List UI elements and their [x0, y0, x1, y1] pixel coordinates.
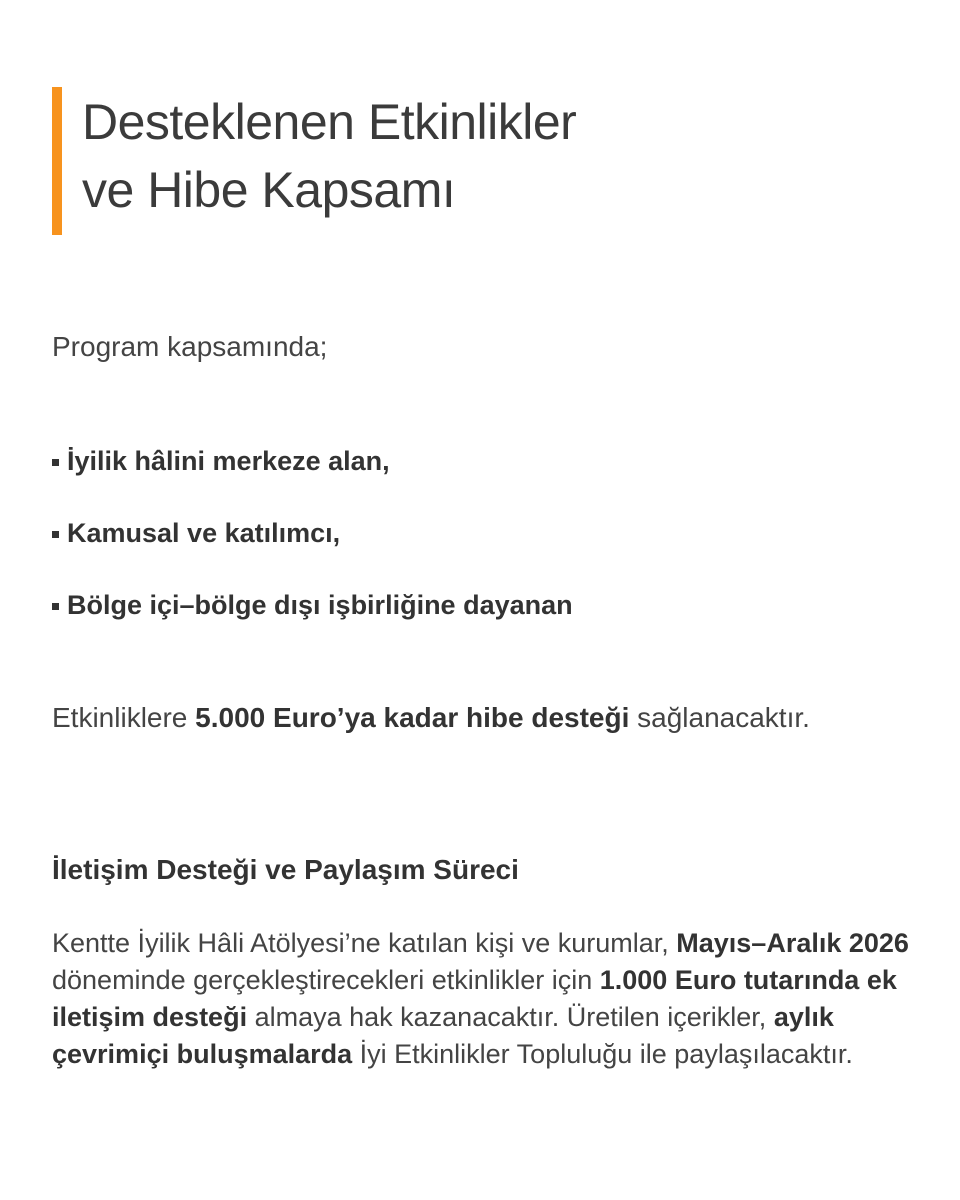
paragraph-text: Kentte İyilik Hâli Atölyesi’ne katılan kişi ve kurumlar, — [52, 928, 677, 958]
section-heading: İletişim Desteği ve Paylaşım Süreci — [52, 854, 519, 885]
accent-bar — [52, 87, 62, 235]
page-title — [82, 88, 576, 224]
grant-text-post: sağlanacaktır. — [629, 702, 810, 733]
list-item — [52, 513, 573, 553]
paragraph-emphasis: Mayıs–Aralık 2026 — [676, 928, 909, 958]
list-item-label: Bölge içi–bölge dışı işbirliğine dayanan — [67, 590, 573, 620]
list-item — [52, 441, 573, 481]
communication-paragraph — [52, 925, 912, 1073]
paragraph-emphasis: aylık çevrimiçi buluşmalarda — [52, 1002, 834, 1069]
list-item-label: Kamusal ve katılımcı, — [67, 518, 341, 548]
title-line-2: ve Hibe Kapsamı — [82, 162, 456, 218]
paragraph-text: almaya hak kazanacaktır. Üretilen içerikler, — [247, 1002, 774, 1032]
grant-amount: 5.000 Euro’ya kadar hibe desteği — [195, 702, 630, 733]
bullet-square-icon — [52, 603, 59, 610]
grant-text-pre: Etkinliklere — [52, 702, 196, 733]
bullet-square-icon — [52, 531, 59, 538]
bullet-square-icon — [52, 459, 59, 466]
list-item-label: İyilik hâlini merkeze alan, — [67, 446, 390, 476]
title-line-1: Desteklenen Etkinlikler — [82, 94, 577, 150]
grant-statement — [52, 698, 810, 738]
activity-criteria-list — [52, 441, 573, 657]
paragraph-text: döneminde gerçekleştirecekleri etkinlikler için — [52, 965, 600, 995]
list-item — [52, 585, 573, 625]
paragraph-emphasis: 1.000 Euro tutarında ek iletişim desteği — [52, 965, 897, 1032]
paragraph-text: İyi Etkinlikler Topluluğu ile paylaşılacaktır. — [352, 1039, 853, 1069]
intro-text: Program kapsamında; — [52, 331, 328, 362]
